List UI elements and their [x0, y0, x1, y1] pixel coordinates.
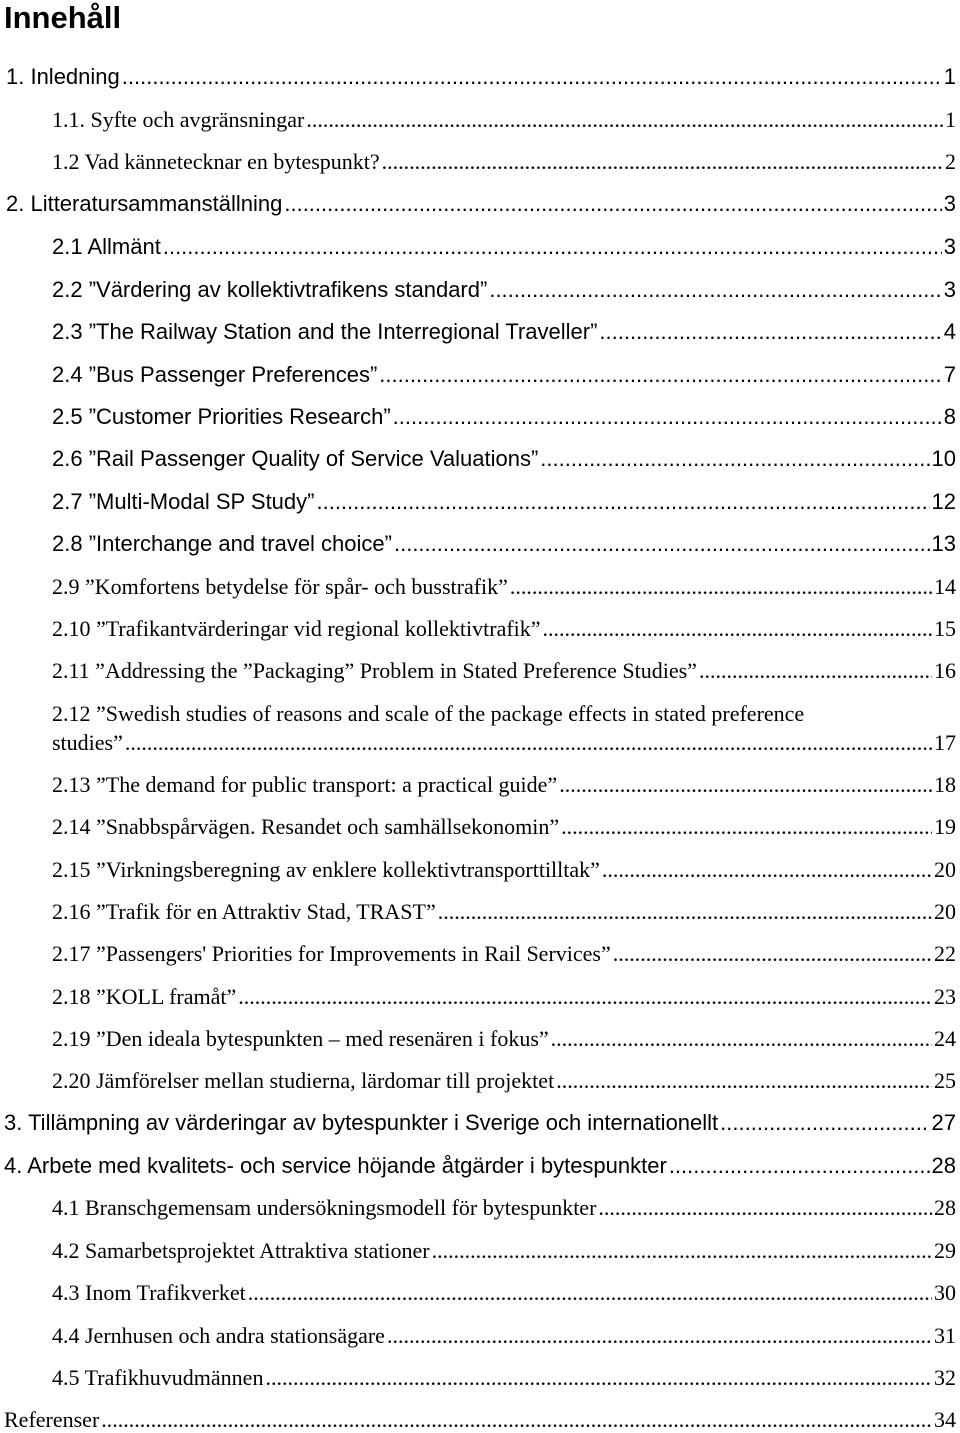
toc-leader-dots [613, 941, 932, 967]
toc-entry[interactable] [52, 899, 956, 925]
toc-leader-dots [379, 362, 941, 388]
toc-entry-page: 22 [934, 941, 956, 966]
toc-entry[interactable] [52, 1068, 956, 1094]
toc-entry[interactable] [52, 1365, 956, 1391]
toc-entry-page: 23 [934, 984, 956, 1009]
toc-leader-dots [387, 1323, 932, 1349]
toc-entry-page: 28 [931, 1153, 956, 1178]
toc-entry-page: 4 [943, 319, 956, 344]
toc-leader-dots [510, 574, 932, 600]
toc-entry-page: 8 [943, 404, 956, 429]
toc-entry-page: 24 [934, 1026, 956, 1051]
toc-entry-title: 4. Arbete med kvalitets- och service höjande åtgärder i bytespunkter [4, 1153, 667, 1178]
toc-entry-page: 27 [931, 1110, 956, 1135]
toc-leader-dots [669, 1153, 930, 1179]
toc-entry-first-line[interactable]: 2.12 ”Swedish studies of reasons and scale of the package effects in stated preference [52, 701, 805, 726]
toc-leader-dots [598, 1195, 932, 1221]
toc-entry[interactable] [52, 730, 956, 756]
toc-leader-dots [556, 1068, 932, 1094]
toc-leader-dots [489, 277, 941, 303]
toc-entry-page: 3 [943, 234, 956, 259]
toc-entry-title: 2.5 ”Customer Priorities Research” [52, 404, 391, 429]
toc-leader-dots [432, 1238, 932, 1264]
toc-entry[interactable] [52, 1195, 956, 1221]
toc-leader-dots [316, 489, 929, 515]
toc-entry-title: 2.9 ”Komfortens betydelse för spår- och busstrafik” [52, 574, 508, 599]
toc-entry-page: 12 [931, 489, 956, 514]
toc-entry[interactable] [52, 531, 956, 557]
toc-entry-title: 4.5 Trafikhuvudmännen [52, 1365, 264, 1390]
toc-entry[interactable] [52, 1323, 956, 1349]
toc-entry-page: 3 [943, 191, 956, 216]
toc-entry-title: 3. Tillämpning av värderingar av bytespunkter i Sverige och internationellt [4, 1110, 719, 1135]
toc-entry-title: 4.4 Jernhusen och andra stationsägare [52, 1323, 385, 1348]
toc-leader-dots [540, 446, 929, 472]
toc-entry-title: 2.13 ”The demand for public transport: a practical guide” [52, 772, 558, 797]
toc-entry-title: studies” [52, 730, 123, 755]
toc-leader-dots [238, 984, 932, 1010]
toc-entry[interactable] [52, 277, 956, 303]
toc-leader-dots [248, 1280, 932, 1306]
toc-entry-title: 2. Litteratursammanställning [6, 191, 283, 216]
toc-entry-page: 20 [934, 857, 956, 882]
toc-entry-page: 17 [934, 730, 956, 755]
toc-entry[interactable] [52, 489, 956, 515]
toc-entry-title: 4.1 Branschgemensam undersökningsmodell för bytespunkter [52, 1195, 597, 1220]
toc-entry-title: 1.2 Vad kännetecknar en bytespunkt? [52, 149, 380, 174]
toc-entry-title: 1.1. Syfte och avgränsningar [52, 107, 305, 132]
toc-leader-dots [284, 191, 941, 217]
toc-leader-dots [394, 531, 930, 557]
toc-leader-dots [602, 857, 932, 883]
toc-entry-page: 20 [934, 899, 956, 924]
toc-entry-page: 10 [931, 446, 956, 471]
toc-leader-dots [163, 234, 942, 260]
toc-leader-dots [393, 404, 942, 430]
toc-entry[interactable] [52, 616, 956, 642]
toc-entry[interactable] [52, 319, 956, 345]
toc-entry-title: 2.18 ”KOLL framåt” [52, 984, 237, 1009]
toc-entry-page: 2 [945, 149, 956, 174]
toc-entry-page: 29 [934, 1238, 956, 1263]
toc-leader-dots [720, 1110, 929, 1136]
toc-leader-dots [101, 1407, 932, 1433]
toc-entry[interactable] [52, 149, 956, 175]
toc-entry-page: 7 [943, 362, 956, 387]
toc-entry-title: 2.19 ”Den ideala bytespunkten – med resenären i fokus” [52, 1026, 549, 1051]
toc-leader-dots [551, 1026, 932, 1052]
toc-entry[interactable] [52, 1238, 956, 1264]
toc-entry-page: 16 [934, 658, 956, 683]
toc-leader-dots [125, 730, 932, 756]
toc-entry-title: 4.3 Inom Trafikverket [52, 1280, 246, 1305]
toc-entry-page: 3 [943, 277, 956, 302]
toc-entry[interactable] [52, 1026, 956, 1052]
toc-entry-title: 2.6 ”Rail Passenger Quality of Service Valuations” [52, 446, 539, 471]
toc-leader-dots [438, 899, 932, 925]
toc-leader-dots [265, 1365, 932, 1391]
toc-entry[interactable] [52, 1280, 956, 1306]
toc-entry-title: 2.11 ”Addressing the ”Packaging” Problem in Stated Preference Studies” [52, 658, 697, 683]
toc-entry-page: 30 [934, 1280, 956, 1305]
toc-leader-dots [559, 772, 932, 798]
toc-leader-dots [699, 658, 932, 684]
toc-entry[interactable] [52, 362, 956, 388]
toc-entry-title: 2.10 ”Trafikantvärderingar vid regional kollektivtrafik” [52, 616, 541, 641]
toc-entry-title: 2.14 ”Snabbspårvägen. Resandet och samhällsekonomin” [52, 814, 560, 839]
toc-entry-page: 15 [934, 616, 956, 641]
toc-entry[interactable] [52, 857, 956, 883]
toc-entry[interactable] [4, 1110, 956, 1136]
toc-entry-title: 2.8 ”Interchange and travel choice” [52, 531, 392, 556]
toc-entry-title: 2.15 ”Virkningsberegning av enklere kollektivtransporttilltak” [52, 857, 600, 882]
toc-leader-dots [543, 616, 932, 642]
toc-entry[interactable] [52, 404, 956, 430]
toc-entry[interactable] [6, 191, 956, 217]
toc-entry-page: 1 [943, 64, 956, 89]
toc-entry[interactable] [52, 658, 956, 684]
toc-entry[interactable] [4, 1153, 956, 1179]
toc-entry-page: 34 [934, 1407, 956, 1432]
toc-entry[interactable] [6, 64, 956, 90]
toc-entry-page: 1 [945, 107, 956, 132]
toc-entry-title: 2.7 ”Multi-Modal SP Study” [52, 489, 315, 514]
toc-entry-title: 2.20 Jämförelser mellan studierna, lärdomar till projektet [52, 1068, 555, 1093]
toc-leader-dots [122, 64, 942, 90]
toc-entry-title: 2.16 ”Trafik för en Attraktiv Stad, TRAST” [52, 899, 436, 924]
toc-entry-page: 19 [934, 814, 956, 839]
toc-entry[interactable] [52, 234, 956, 260]
toc-leader-dots [306, 107, 943, 133]
toc-entry-page: 28 [934, 1195, 956, 1220]
toc-entry-title: Referenser [4, 1407, 100, 1432]
toc-leader-dots [382, 149, 943, 175]
toc-entry-page: 32 [934, 1365, 956, 1390]
toc-entry[interactable] [4, 1407, 956, 1433]
toc-entry[interactable] [52, 446, 956, 472]
toc-entry-title: 2.4 ”Bus Passenger Preferences” [52, 362, 378, 387]
page-title: Innehåll [4, 0, 122, 35]
toc-entry-title: 2.2 ”Värdering av kollektivtrafikens standard” [52, 277, 488, 302]
toc-entry[interactable] [52, 574, 956, 600]
toc-entry-page: 31 [934, 1323, 956, 1348]
toc-leader-dots [599, 319, 941, 345]
toc-entry[interactable] [52, 814, 956, 840]
toc-leader-dots [561, 814, 932, 840]
toc-entry-page: 14 [934, 574, 956, 599]
toc-entry-page: 13 [931, 531, 956, 556]
toc-entry-page: 18 [934, 772, 956, 797]
toc-entry-title: 2.1 Allmänt [52, 234, 161, 259]
toc-entry[interactable] [52, 772, 956, 798]
toc-entry-title: 2.3 ”The Railway Station and the Interregional Traveller” [52, 319, 598, 344]
toc-entry-page: 25 [934, 1068, 956, 1093]
toc-entry[interactable] [52, 107, 956, 133]
toc-entry-title: 1. Inledning [6, 64, 120, 89]
toc-entry-title: 2.17 ”Passengers' Priorities for Improvements in Rail Services” [52, 941, 611, 966]
toc-entry-title: 4.2 Samarbetsprojektet Attraktiva stationer [52, 1238, 430, 1263]
toc-entry[interactable] [52, 984, 956, 1010]
toc-entry[interactable] [52, 941, 956, 967]
